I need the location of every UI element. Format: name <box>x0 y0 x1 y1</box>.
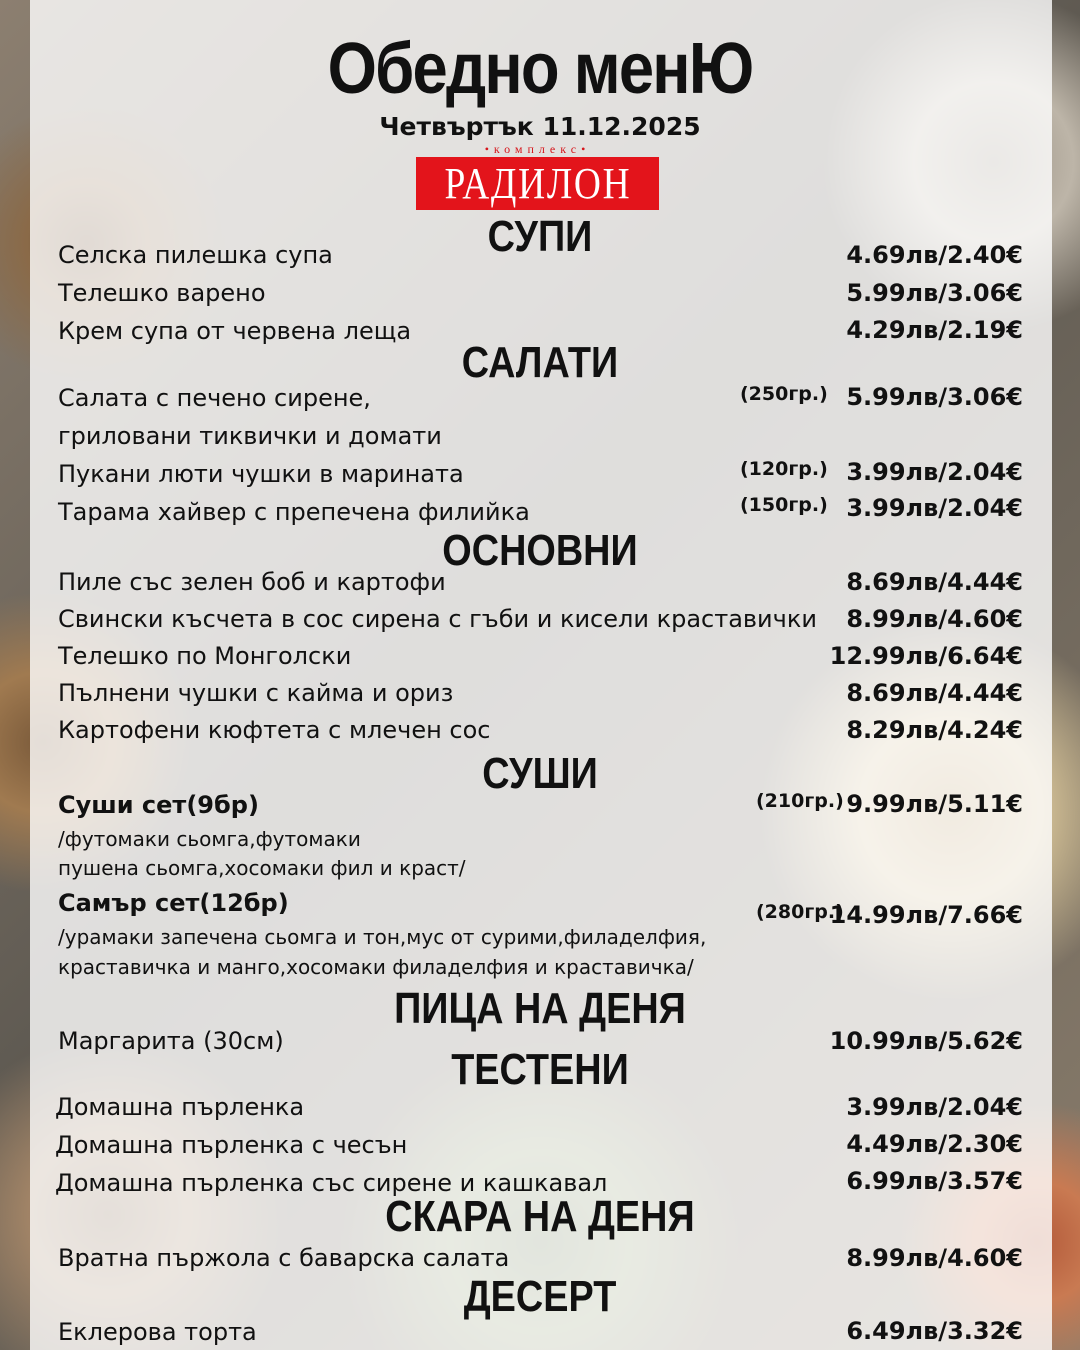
menu-item-price: 8.69лв/4.44€ <box>846 568 1023 596</box>
menu-item-price: 9.99лв/5.11€ <box>846 790 1023 818</box>
menu-item-name: Пукани люти чушки в марината <box>58 460 464 488</box>
menu-item-description: краставичка и манго,хосомаки филаделфия и краставичка/ <box>58 955 694 979</box>
menu-item-price: 3.99лв/2.04€ <box>846 494 1023 522</box>
menu-item-name: Маргарита (30см) <box>58 1027 284 1055</box>
menu-item-weight: (280гр.) <box>756 901 844 923</box>
menu-item-name: Картофени кюфтета с млечен сос <box>58 716 491 744</box>
menu-item-price: 4.49лв/2.30€ <box>846 1130 1023 1158</box>
menu-item-name: Суши сет(9бр) <box>58 791 259 819</box>
menu-date: Четвъртък 11.12.2025 <box>379 112 701 141</box>
menu-item-name: Селска пилешка супа <box>58 241 333 269</box>
section-title-dessert: ДЕСЕРТ <box>463 1272 617 1321</box>
menu-item-price: 8.69лв/4.44€ <box>846 679 1023 707</box>
menu-item-price: 3.99лв/2.04€ <box>846 1093 1023 1121</box>
menu-item-name: Телешко варено <box>58 279 266 307</box>
section-title-salads: САЛАТИ <box>461 338 619 387</box>
menu-item-name: Пиле със зелен боб и картофи <box>58 568 446 596</box>
logo-subtitle: •комплекс• <box>484 142 591 156</box>
menu-item-name: Самър сет(12бр) <box>58 889 289 917</box>
menu-item-description: /футомаки сьомга,футомаки <box>58 827 361 851</box>
menu-item-name: Вратна пържола с баварска салата <box>58 1244 510 1272</box>
menu-item-price: 12.99лв/6.64€ <box>829 642 1023 670</box>
menu-item-price: 8.29лв/4.24€ <box>846 716 1023 744</box>
logo-name: РАДИЛОН <box>444 159 631 208</box>
menu-item-weight: (210гр.) <box>756 790 844 812</box>
menu-item-price: 8.99лв/4.60€ <box>846 1244 1023 1272</box>
menu-item-price: 10.99лв/5.62€ <box>829 1027 1023 1055</box>
radilon-logo <box>416 142 659 210</box>
menu-item-name: Пълнени чушки с кайма и ориз <box>58 679 454 707</box>
menu-item-weight: (120гр.) <box>740 458 828 480</box>
menu-item-name: Тарама хайвер с препечена филийка <box>58 498 530 526</box>
menu-item-price: 14.99лв/7.66€ <box>829 901 1023 929</box>
page-title: Обедно менЮ <box>327 29 753 109</box>
menu-item-name: Крем супа от червена леща <box>58 317 412 345</box>
menu-item-price: 6.49лв/3.32€ <box>846 1317 1023 1345</box>
menu-item-weight: (250гр.) <box>740 383 828 405</box>
section-title-mains: ОСНОВНИ <box>442 526 638 575</box>
menu-item-name: Домашна пърленка с чесън <box>55 1131 408 1159</box>
menu-item-name: Домашна пърленка <box>55 1093 305 1121</box>
menu-item-name: Салата с печено сирене, <box>58 384 371 412</box>
section-title-soups: СУПИ <box>487 212 593 261</box>
menu-item-name: Еклерова торта <box>58 1318 257 1346</box>
logo-badge <box>416 157 659 210</box>
menu-item-price: 4.29лв/2.19€ <box>846 316 1023 344</box>
menu-item-weight: (150гр.) <box>740 494 828 516</box>
section-title-pastries: ТЕСТЕНИ <box>451 1045 629 1094</box>
section-title-sushi: СУШИ <box>482 749 598 798</box>
section-title-grill: СКАРА НА ДЕНЯ <box>385 1192 695 1241</box>
menu-item-price: 4.69лв/2.40€ <box>846 241 1023 269</box>
section-title-pizza: ПИЦА НА ДЕНЯ <box>394 984 686 1033</box>
menu-item-name-line2: гриловани тиквички и домати <box>58 422 442 450</box>
menu-item-price: 3.99лв/2.04€ <box>846 458 1023 486</box>
menu-item-price: 5.99лв/3.06€ <box>846 279 1023 307</box>
menu-item-description: /урамаки запечена сьомга и тон,мус от сурими,филаделфия, <box>58 925 707 949</box>
menu-item-name: Телешко по Монголски <box>58 642 352 670</box>
menu-item-price: 5.99лв/3.06€ <box>846 383 1023 411</box>
menu-item-name: Домашна пърленка със сирене и кашкавал <box>55 1169 608 1197</box>
menu-item-name: Свински късчета в сос сирена с гъби и кисели краставички <box>58 605 817 633</box>
menu-item-price: 6.99лв/3.57€ <box>846 1167 1023 1195</box>
menu-item-description: пушена сьомга,хосомаки фил и краст/ <box>58 856 466 880</box>
menu-item-price: 8.99лв/4.60€ <box>846 605 1023 633</box>
